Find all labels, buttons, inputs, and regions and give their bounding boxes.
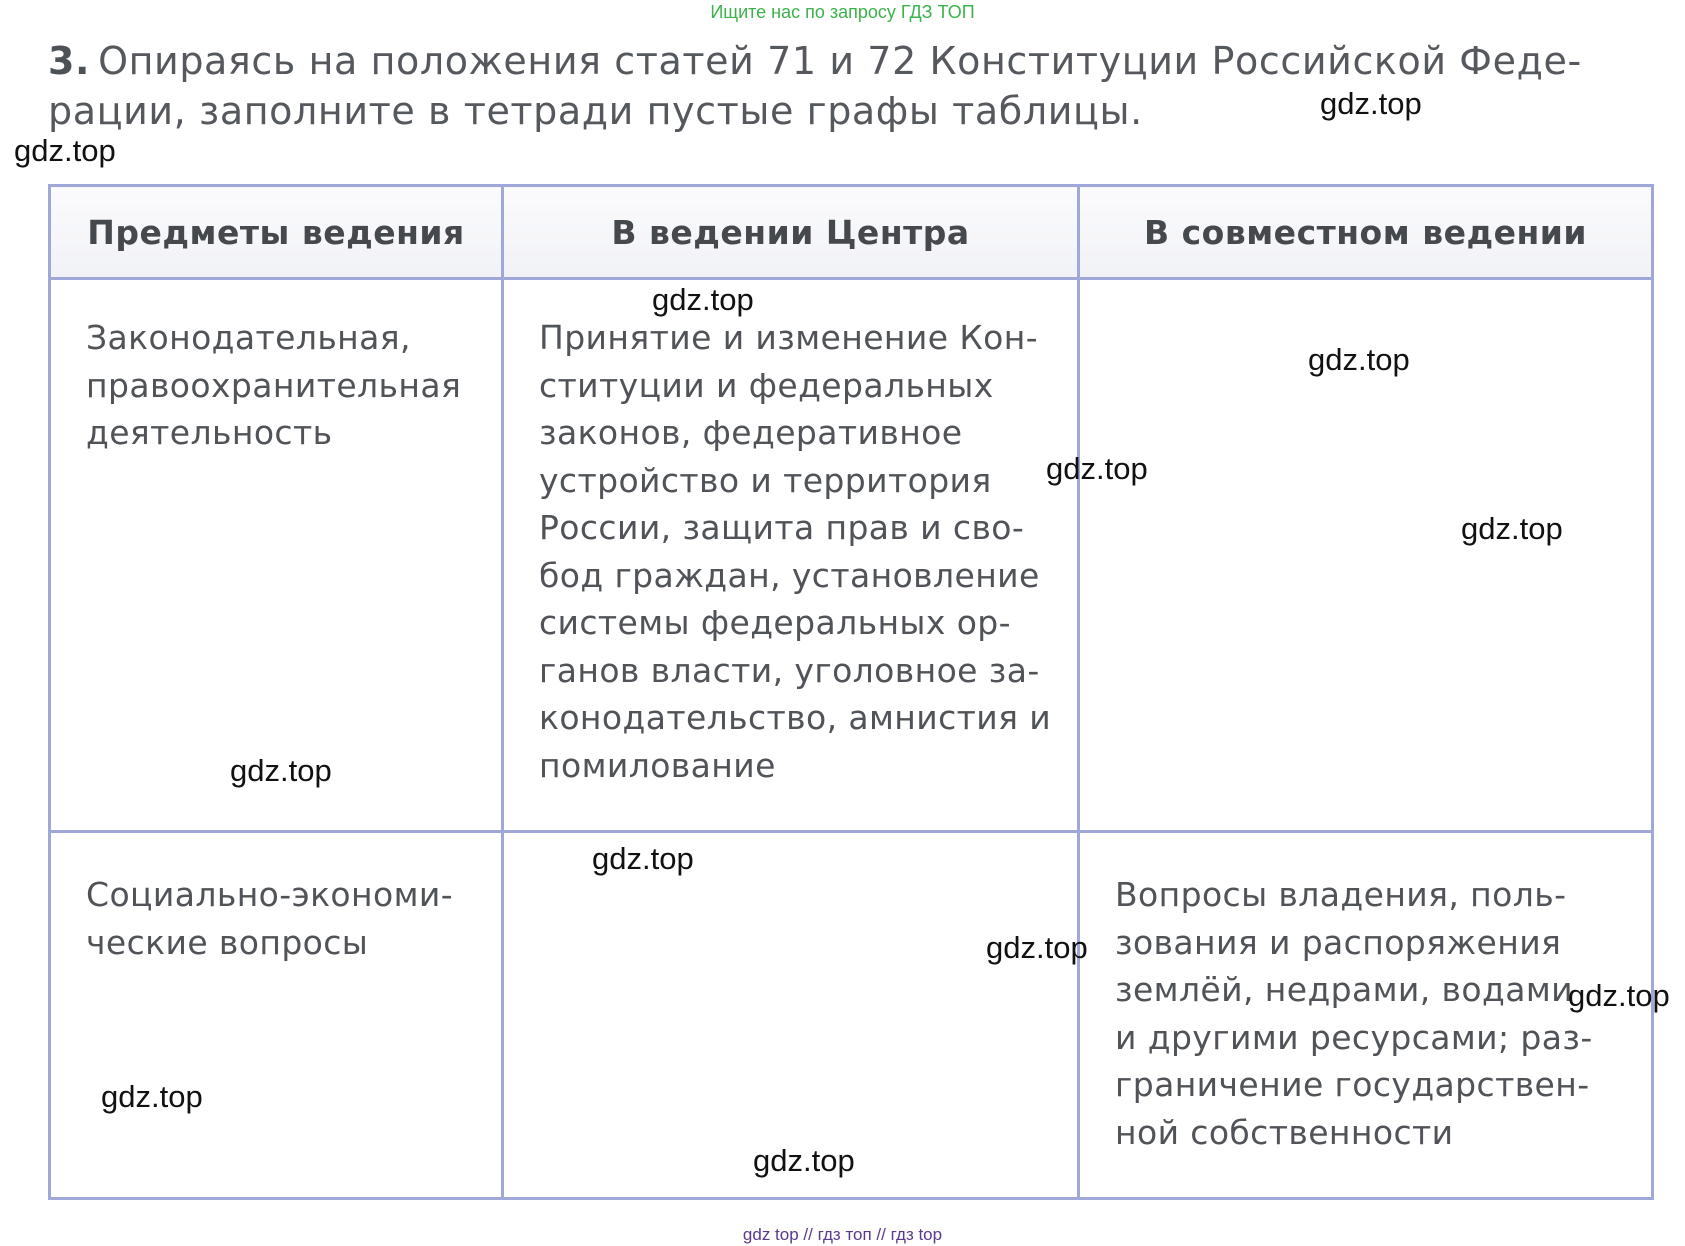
cell-line: бод граждан, установление [539,555,1040,595]
cell-line: землёй, недрами, водами [1115,970,1573,1009]
watermark: gdz.top [1046,451,1148,486]
cell-line: зования и распоряжения [1115,922,1562,962]
task-line-2: рации, заполните в тетради пустые графы таблицы. [48,89,1143,133]
header-subjects: Предметы ведения [50,186,503,279]
watermark: gdz.top [1308,342,1410,377]
cell-line: системы федеральных ор- [539,603,1011,642]
search-banner: Ищите нас по запросу ГДЗ ТОП [710,2,975,22]
cell-center-legislative [503,279,1079,832]
cell-joint-socioeconomic [1079,832,1653,1199]
header-joint: В совместном ведении [1079,186,1653,279]
watermark: gdz.top [1568,978,1670,1013]
cell-line: Принятие и изменение Кон- [539,318,1039,357]
watermark: gdz.top [753,1143,855,1178]
cell-subject-socioeconomic [50,832,503,1199]
cell-line: ческие вопросы [86,922,369,962]
subjects-table [48,184,1654,1200]
watermark: gdz.top [101,1079,203,1114]
header-center: В ведении Центра [503,186,1079,279]
cell-line: Социально-экономи- [86,875,454,914]
watermark: gdz.top [230,753,332,788]
cell-line: законов, федеративное [539,413,963,452]
table-header-row [50,186,1653,279]
cell-line: России, защита прав и сво- [539,508,1025,547]
footer-text: gdz top // гдз топ // гдз top [742,1225,943,1244]
cell-subject-legislative [50,279,503,832]
watermark: gdz.top [1320,86,1422,121]
cell-line: ституции и федеральных [539,365,994,405]
cell-line: Вопросы владения, поль- [1115,875,1567,914]
cell-line: правоохранительная [86,365,462,405]
task-number: 3. [48,39,91,83]
watermark: gdz.top [592,841,694,876]
cell-line: помилование [539,745,776,785]
task-line-1-text: Опираясь на положения статей 71 и 72 Конституции Российской Феде- [98,39,1582,83]
cell-line: ной собственности [1115,1112,1454,1152]
cell-line: деятельность [86,413,333,452]
table-row [50,279,1653,832]
cell-line: Законодательная, [86,318,411,357]
watermark: gdz.top [652,282,754,317]
watermark: gdz.top [986,930,1088,965]
task-line-1 [48,36,1668,86]
cell-line: ганов власти, уголовное за- [539,650,1040,690]
task-text [48,36,1668,136]
cell-line: конодательство, амнистия и [539,698,1052,737]
watermark: gdz.top [1461,511,1563,546]
watermark: gdz.top [14,133,116,168]
cell-line: и другими ресурсами; раз- [1115,1017,1593,1057]
cell-line: устройство и территория [539,460,992,500]
cell-line: граничение государствен- [1115,1065,1590,1104]
